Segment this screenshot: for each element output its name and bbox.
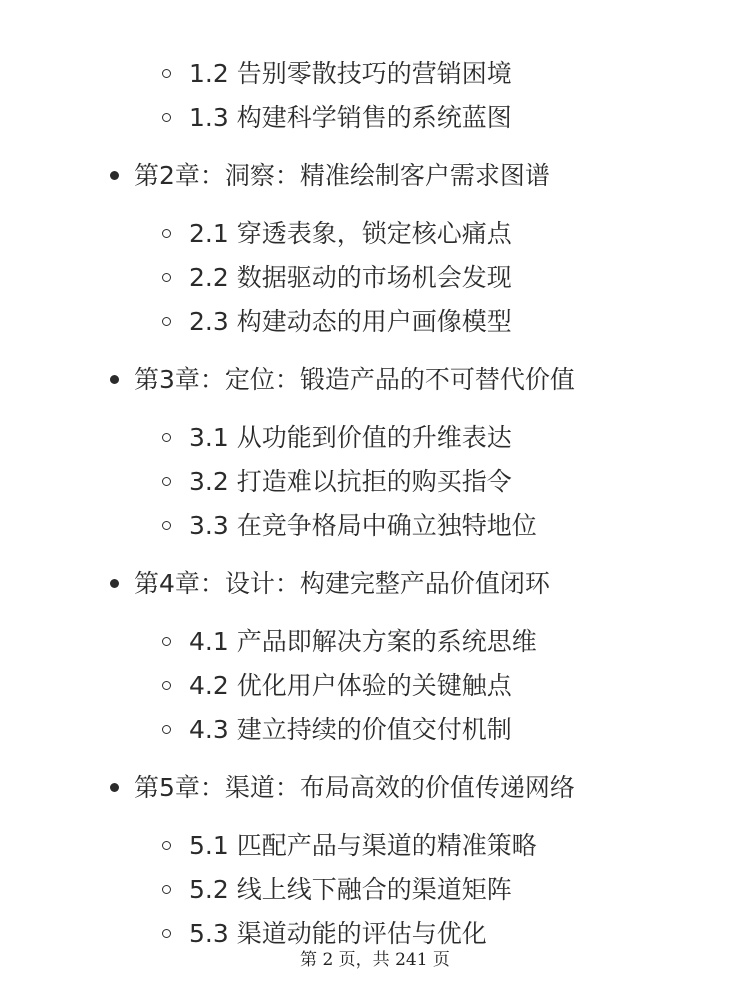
subsection-label: 2.2 数据驱动的市场机会发现 — [189, 263, 512, 292]
subsection-3-3 — [0, 504, 750, 548]
subsection-label: 2.3 构建动态的用户画像模型 — [189, 307, 512, 336]
subsection-label: 3.2 打造难以抗拒的购买指令 — [189, 467, 512, 496]
chapter-title: 第2章：洞察：精准绘制客户需求图谱 — [134, 161, 550, 190]
hollow-bullet-icon — [162, 841, 171, 850]
chapter-4-heading — [0, 562, 750, 606]
chapter-5-subsections — [0, 824, 750, 956]
chapter-3-subsections — [0, 416, 750, 548]
filled-bullet-icon — [110, 579, 119, 588]
subsection-2-1 — [0, 212, 750, 256]
subsection-label: 5.2 线上线下融合的渠道矩阵 — [189, 875, 512, 904]
hollow-bullet-icon — [162, 521, 171, 530]
subsection-label: 3.1 从功能到价值的升维表达 — [189, 423, 512, 452]
subsection-label: 1.2 告别零散技巧的营销困境 — [189, 59, 512, 88]
hollow-bullet-icon — [162, 317, 171, 326]
subsection-label: 2.1 穿透表象，锁定核心痛点 — [189, 219, 512, 248]
hollow-bullet-icon — [162, 113, 171, 122]
subsection-label: 1.3 构建科学销售的系统蓝图 — [189, 103, 512, 132]
chapter-title: 第3章：定位：锻造产品的不可替代价值 — [134, 365, 575, 394]
subsection-label: 4.3 建立持续的价值交付机制 — [189, 715, 512, 744]
hollow-bullet-icon — [162, 681, 171, 690]
subsection-4-1 — [0, 620, 750, 664]
subsection-label: 4.1 产品即解决方案的系统思维 — [189, 627, 537, 656]
hollow-bullet-icon — [162, 69, 171, 78]
subsection-5-1 — [0, 824, 750, 868]
chapter-1-subsections — [0, 52, 750, 140]
subsection-label: 5.1 匹配产品与渠道的精准策略 — [189, 831, 537, 860]
hollow-bullet-icon — [162, 885, 171, 894]
hollow-bullet-icon — [162, 725, 171, 734]
filled-bullet-icon — [110, 171, 119, 180]
subsection-2-2 — [0, 256, 750, 300]
hollow-bullet-icon — [162, 637, 171, 646]
chapter-3-heading — [0, 358, 750, 402]
page-number-footer: 第 2 页，共 241 页 — [300, 950, 450, 970]
subsection-3-1 — [0, 416, 750, 460]
subsection-label: 4.2 优化用户体验的关键触点 — [189, 671, 512, 700]
hollow-bullet-icon — [162, 229, 171, 238]
hollow-bullet-icon — [162, 929, 171, 938]
filled-bullet-icon — [110, 375, 119, 384]
subsection-2-3 — [0, 300, 750, 344]
subsection-3-2 — [0, 460, 750, 504]
subsection-label: 3.3 在竞争格局中确立独特地位 — [189, 511, 537, 540]
chapter-5-heading — [0, 766, 750, 810]
table-of-contents — [0, 52, 750, 956]
filled-bullet-icon — [110, 783, 119, 792]
subsection-5-2 — [0, 868, 750, 912]
chapter-4-subsections — [0, 620, 750, 752]
chapter-title: 第4章：设计：构建完整产品价值闭环 — [134, 569, 550, 598]
subsection-1-3 — [0, 96, 750, 140]
hollow-bullet-icon — [162, 273, 171, 282]
chapter-title: 第5章：渠道：布局高效的价值传递网络 — [134, 773, 575, 802]
hollow-bullet-icon — [162, 433, 171, 442]
subsection-4-3 — [0, 708, 750, 752]
chapter-2-subsections — [0, 212, 750, 344]
hollow-bullet-icon — [162, 477, 171, 486]
chapter-2-heading — [0, 154, 750, 198]
subsection-4-2 — [0, 664, 750, 708]
subsection-1-2 — [0, 52, 750, 96]
subsection-label: 5.3 渠道动能的评估与优化 — [189, 919, 487, 948]
